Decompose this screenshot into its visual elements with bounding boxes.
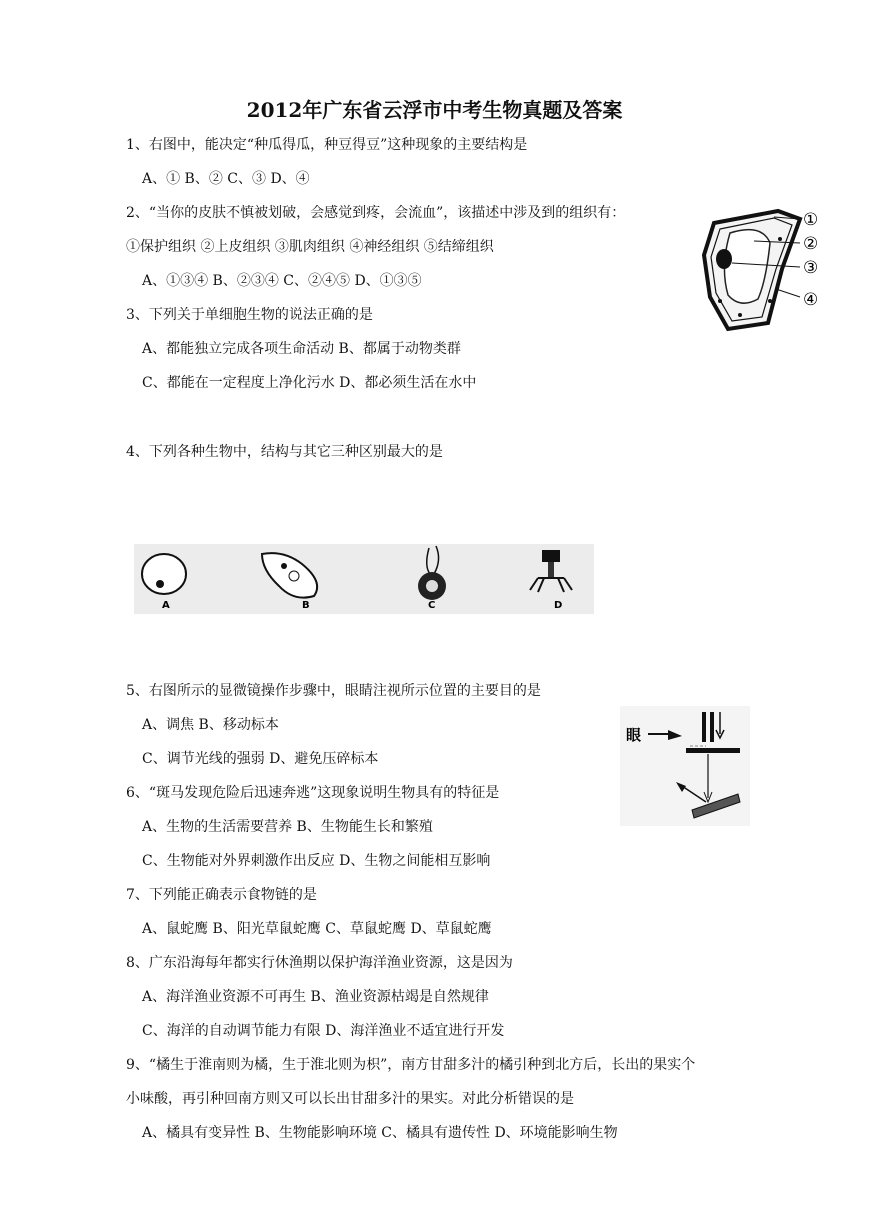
q1-stem: 1、右图中，能决定“种瓜得瓜，种豆得豆”这种现象的主要结构是: [126, 137, 528, 153]
cell-label-1: ①: [803, 210, 819, 230]
page-title: 2012年广东省云浮市中考生物真题及答案: [246, 98, 623, 122]
organism-label-d: D: [554, 600, 563, 611]
organism-d: [542, 550, 560, 562]
organism-label-c: C: [428, 600, 436, 611]
organism-a: [142, 554, 186, 594]
q9-options: A、橘具有变异性 B、生物能影响环境 C、橘具有遗传性 D、环境能影响生物: [142, 1125, 618, 1141]
microscope-figure: [620, 706, 750, 826]
q2-items: ①保护组织 ②上皮组织 ③肌肉组织 ④神经组织 ⑤结缔组织: [126, 239, 494, 255]
q2-stem: 2、“当你的皮肤不慎被划破，会感觉到疼，会流血”，该描述中涉及到的组织有：: [126, 205, 626, 221]
q6-options-row2: C、生物能对外界刺激作出反应 D、生物之间能相互影响: [142, 853, 491, 869]
nucleus: [716, 249, 732, 269]
q7-stem: 7、下列能正确表示食物链的是: [126, 887, 317, 903]
organisms-figure: [134, 544, 594, 614]
q3-options-row1: A、都能独立完成各项生命活动 B、都属于动物类群: [142, 341, 461, 357]
plant-cell-figure: [700, 205, 850, 335]
q8-options-row2: C、海洋的自动调节能力有限 D、海洋渔业不适宜进行开发: [142, 1023, 505, 1039]
q4-stem: 4、下列各种生物中，结构与其它三种区别最大的是: [126, 444, 443, 460]
q6-options-row1: A、生物的生活需要营养 B、生物能生长和繁殖: [142, 819, 433, 835]
q8-stem: 8、广东沿海每年都实行休渔期以保护海洋渔业资源，这是因为: [126, 955, 513, 971]
q9-stem-line1: 9、“橘生于淮南则为橘，生于淮北则为枳”，南方甘甜多汁的橘引种到北方后，长出的果实个: [126, 1057, 696, 1073]
cell-label-3: ③: [803, 258, 819, 278]
q9-stem-line2: 小味酸，再引种回南方则又可以长出甘甜多汁的果实。对此分析错误的是: [126, 1091, 574, 1107]
organism-label-b: B: [302, 600, 310, 611]
q5-options-row2: C、调节光线的强弱 D、避免压碎标本: [142, 751, 379, 767]
q2-options: A、①③④ B、②③④ C、②④⑤ D、①③⑤: [142, 273, 422, 289]
q6-stem: 6、“斑马发现危险后迅速奔逃”这现象说明生物具有的特征是: [126, 785, 500, 801]
organism-label-a: A: [162, 600, 170, 611]
q3-options-row2: C、都能在一定程度上净化污水 D、都必须生活在水中: [142, 375, 477, 391]
cell-label-2: ②: [803, 234, 819, 254]
q5-options-row1: A、调焦 B、移动标本: [142, 717, 279, 733]
q8-options-row1: A、海洋渔业资源不可再生 B、渔业资源枯竭是自然规律: [142, 989, 489, 1005]
microscope-eye-label: 眼: [626, 726, 642, 744]
q3-stem: 3、下列关于单细胞生物的说法正确的是: [126, 307, 373, 323]
q1-options: A、① B、② C、③ D、④: [142, 171, 310, 187]
q5-stem: 5、右图所示的显微镜操作步骤中，眼睛注视所示位置的主要目的是: [126, 683, 541, 699]
q7-options: A、鼠蛇鹰 B、阳光草鼠蛇鹰 C、草鼠蛇鹰 D、草鼠蛇鹰: [142, 921, 492, 937]
cell-label-4: ④: [803, 290, 819, 310]
